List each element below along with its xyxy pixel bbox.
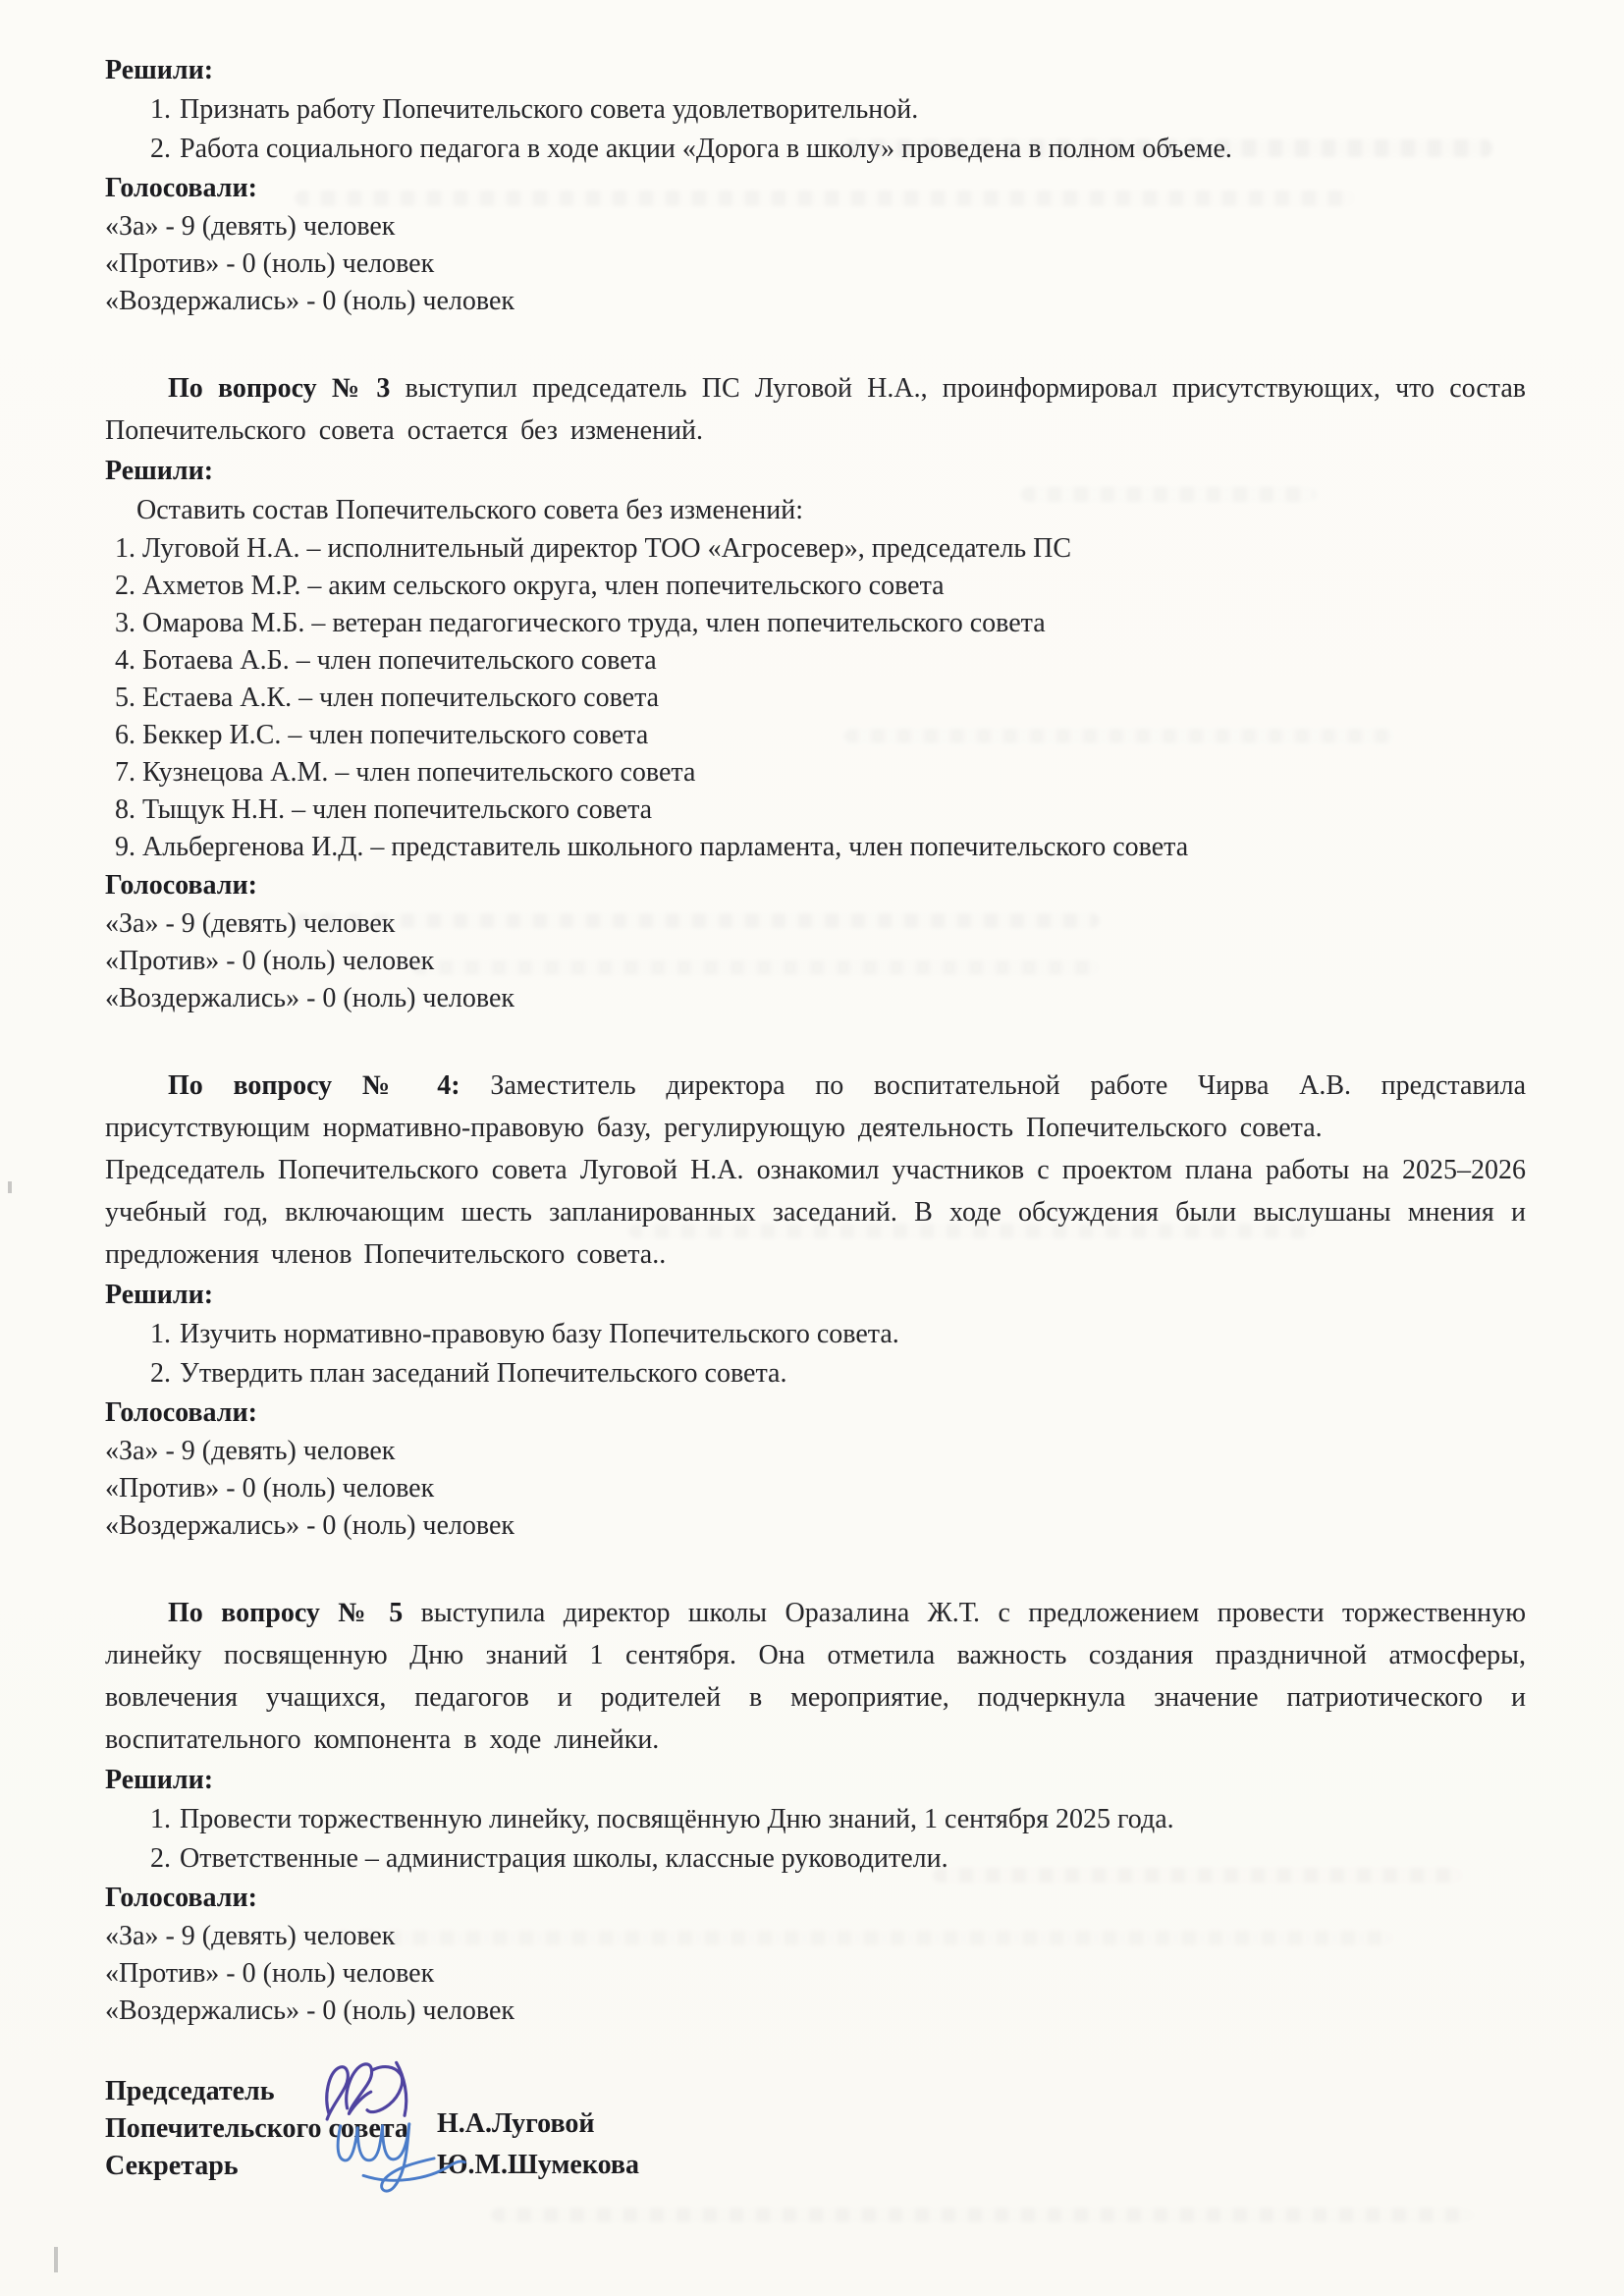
vote-vozderzhalis-line: «Воздержались» - 0 (ноль) человек [105,1510,514,1541]
question5-lead-paragraph [105,1592,1526,1761]
vote-protiv-line: «Против» - 0 (ноль) человек [105,248,435,279]
question-number-bold: По вопросу № 4: [168,1070,460,1101]
resolution-list [150,1800,1526,1879]
vote-protiv-line: «Против» - 0 (ноль) человек [105,1473,435,1503]
vote-vozderzhalis-line: «Воздержались» - 0 (ноль) человек [105,286,514,316]
list-item: Ахметов М.Р. – аким сельского округа, член попечительского совета [142,571,945,601]
resolution-list [150,1315,1526,1394]
voted-heading: Голосовали: [105,1397,257,1428]
chairman-label: Попечительского совета [105,2113,408,2144]
member-list [105,530,1526,866]
list-item: Беккер И.С. – член попечительского совета [142,720,649,750]
vote-protiv-line: «Против» - 0 (ноль) человек [105,1958,435,1989]
list-item: Ботаева А.Б. – член попечительского совета [142,645,657,676]
resolved-heading: Решили: [105,456,214,486]
list-item: Луговой Н.А. – исполнительный директор ТОО «Агросевер», председатель ПС [142,533,1072,564]
list-item: Естаева А.К. – член попечительского совета [142,683,660,713]
resolved-heading: Решили: [105,1765,214,1795]
list-item: Тыщук Н.Н. – член попечительского совета [142,794,653,825]
question-number-bold: По вопросу № 5 [168,1598,404,1628]
resolved-heading: Решили: [105,55,214,85]
list-item: Изучить нормативно-правовую базу Попечительского совета. [180,1319,899,1349]
list-item: Признать работу Попечительского совета удовлетворительной. [180,94,919,125]
vote-za-line: «За» - 9 (девять) человек [105,1921,396,1951]
vote-vozderzhalis-line: «Воздержались» - 0 (ноль) человек [105,983,514,1013]
secretary-label: Секретарь [105,2151,239,2181]
question-number-bold: По вопросу № 3 [168,373,391,404]
vote-za-line: «За» - 9 (девять) человек [105,211,396,242]
resolved-heading: Решили: [105,1280,214,1310]
signature-section [105,2073,1526,2240]
chairman-name: Н.А.Луговой [437,2108,595,2139]
scan-edge-artifact [8,1181,12,1193]
list-item: Ответственные – администрация школы, классные руководители. [180,1843,948,1874]
question5-section [105,1592,1526,2030]
paragraph-text: выступила директор школы Оразалина Ж.Т. с предложением провести торжественную линейку посвященную Дню знаний 1 сентября. Она отметила важность создания праздничной атмосферы, вовлечения учащихся, педагогов и родителей в мероприятие, подчеркнула значение патриотического и воспитательного компонента в ходе линейки. [105,1598,1527,1755]
question4-second-paragraph: Председатель Попечительского совета Луговой Н.А. ознакомил участников с проектом плана работы на 2025–2026 учебный год, включающим шесть запланированных заседаний. В ходе обсуждения были выслушаны мнения и предложения членов Попечительского совета.. [105,1155,1526,1270]
list-item: Утвердить план заседаний Попечительского совета. [180,1358,787,1389]
list-item: Альбергенова И.Д. – представитель школьного парламента, член попечительского совета [142,832,1189,862]
vote-vozderzhalis-line: «Воздержались» - 0 (ноль) человек [105,1995,514,2026]
members-intro-line: Оставить состав Попечительского совета без изменений: [136,495,804,525]
question3-lead-paragraph [105,367,1526,452]
question2-resolution-section [105,51,1526,320]
secretary-signature [329,2099,511,2209]
vote-za-line: «За» - 9 (девять) человек [105,1436,396,1466]
secretary-name: Ю.М.Шумекова [437,2150,640,2180]
list-item: Кузнецова А.М. – член попечительского совета [142,757,696,788]
resolution-list [150,90,1526,169]
voted-heading: Голосовали: [105,1883,257,1913]
vote-protiv-line: «Против» - 0 (ноль) человек [105,946,435,976]
voted-heading: Голосовали: [105,173,257,203]
chairman-label: Председатель [105,2076,275,2106]
list-item: Провести торжественную линейку, посвящённую Дню знаний, 1 сентября 2025 года. [180,1804,1174,1834]
list-item: Работа социального педагога в ходе акции «Дорога в школу» проведена в полном объеме. [180,134,1232,164]
voted-heading: Голосовали: [105,870,257,901]
question3-section [105,367,1526,1017]
scan-edge-artifact [54,2247,58,2272]
vote-za-line: «За» - 9 (девять) человек [105,908,396,939]
paragraph-text: Заместитель директора по воспитательной работе Чирва А.В. представила присутствующим нормативно-правовую базу, регулирующую деятельность Попечительского совета. [105,1070,1526,1143]
list-item: Омарова М.Б. – ветеран педагогического труда, член попечительского совета [142,608,1046,638]
question4-section [105,1065,1526,1545]
question4-lead-paragraph [105,1065,1526,1149]
paragraph-text: выступил председатель ПС Луговой Н.А., проинформировал присутствующих, что состав Попечительского совета остается без изменений. [105,373,1526,446]
